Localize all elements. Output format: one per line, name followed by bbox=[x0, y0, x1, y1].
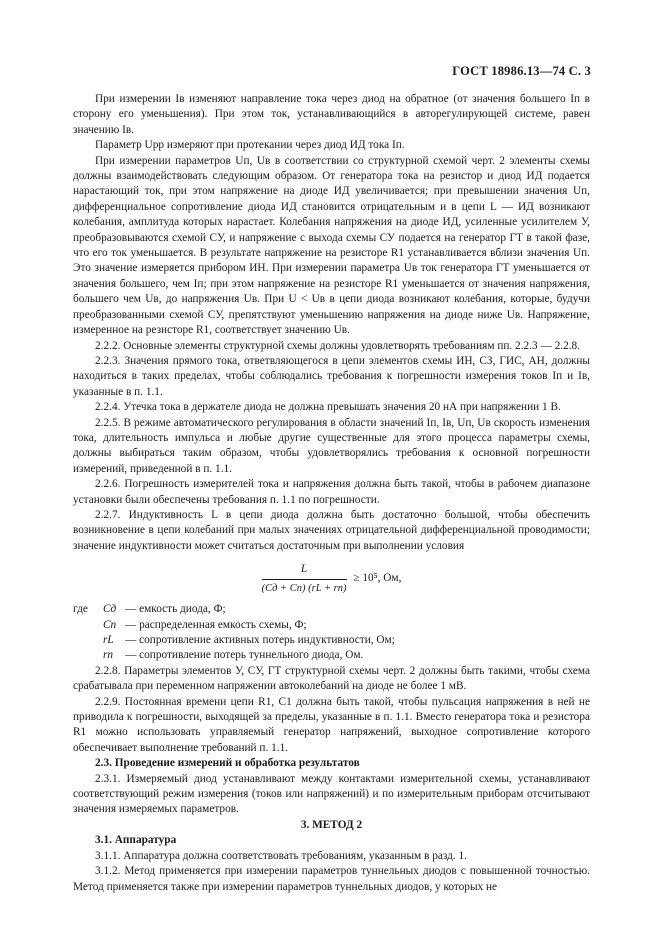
definition-symbol: Cп bbox=[103, 618, 117, 631]
paragraph: При измерении Iв изменяют направление тока через диод на обратное (от значения большего Iп в сторону его уменьшения). При этом ток, устанавливающийся в авторегулирующей системе, равен значению Iв. bbox=[73, 93, 590, 136]
subsection-title: 3.1. Аппаратура bbox=[95, 834, 177, 847]
definition-text: — сопротивление потерь туннельного диода, Ом. bbox=[125, 649, 364, 662]
paragraph: 2.2.6. Погрешность измерителей тока и напряжения должна быть такой, чтобы в рабочем диапазоне установки были обеспечены требования п. 1.1 по погрешности. bbox=[73, 478, 590, 506]
formula-denominator: (Cд + Cп) (rL + rп) bbox=[261, 582, 347, 594]
page-body bbox=[73, 92, 590, 895]
paragraph: 2.2.4. Утечка тока в держателе диода не должна превышать значения 20 нА при напряжении 1 В. bbox=[95, 401, 561, 414]
paragraph: 2.3.1. Измеряемый диод устанавливают между контактами измерительной схемы, устанавливают соответствующий режим измерения (токов или напряжений) и по измерительным приборам отсчитывают значения измеряемых параметров. bbox=[73, 772, 590, 816]
paragraph: 2.2.3. Значения прямого тока, ответвляющегося в цепи элементов схемы ИН, СЗ, ГИС, АН, должны находиться в таких пределах, чтобы соблюдались требования к погрешности измерения токов Iп и Iв, указанные в п. 1.1. bbox=[73, 354, 590, 398]
definition-lead bbox=[73, 648, 103, 663]
formula-numerator: L bbox=[262, 562, 347, 579]
definition-row bbox=[73, 633, 590, 648]
paragraph: 2.2.8. Параметры элементов У, СУ, ГТ структурной схемы черт. 2 должны быть такими, чтобы схема срабатывала при переменном напряжении автоколебаний на диоде не более 1 мВ. bbox=[73, 664, 590, 693]
section-title: 3. МЕТОД 2 bbox=[300, 818, 363, 831]
paragraph: 2.2.5. В режиме автоматического регулирования в области значений Iп, Iв, Uп, Uв скорость изменения тока, длительность импульса и любые другие существенные для этого процесса параметры схемы, должны выбираться таким образом, чтобы удовлетворялись требования к основной погрешности измерений, приведенной в п. 1.1. bbox=[73, 416, 590, 475]
paragraph: 2.2.7. Индуктивность L в цепи диода должна быть достаточно большой, чтобы обеспечить возникновение в цепи колебаний при малых значениях отрицательной дифференциальной проводимости; значение индуктивности может считаться достаточным при выполнении условия bbox=[73, 508, 590, 552]
paragraph: 2.2.9. Постоянная времени цепи R1, C1 должна быть такой, чтобы пульсация напряжения в ней не приводила к погрешности, выходящей за пределы, указанные в п. 1.1. Вместо генератора тока и резистора R1 можно использовать управляемый генератор напряжений, выходное сопротивление которого обеспечивает выполнение требований п. 1.1. bbox=[73, 695, 590, 754]
page-header: ГОСТ 18986.13—74 С. 3 bbox=[452, 64, 591, 78]
definition-text: — емкость диода, Ф; bbox=[125, 603, 226, 616]
definition-lead bbox=[73, 633, 103, 648]
definition-row bbox=[73, 618, 590, 633]
definition-symbol: rL bbox=[103, 634, 114, 646]
definitions-list bbox=[73, 602, 590, 664]
definition-row bbox=[73, 602, 590, 617]
definition-lead bbox=[73, 618, 103, 633]
definition-symbol: rп bbox=[103, 649, 114, 662]
paragraph: При измерении параметров Uп, Uв в соответствии со структурной схемой черт. 2 элементы схемы должны взаимодействовать следующим образом. От генератора тока на резистор и диод ИД подается нарастающий ток, при этом напряжение на диоде ИД увеличивается; при превышении значения Uп, дифференциальное сопротивление диода ИД становится отрицательным и в цепи L — ИД возникают колебания, амплитуда которых нарастает. Колебания напряжения на диоде ИД, усиленные усилителем У, преобразовываются схемой СУ, и напряжение с выхода схемы СУ подается на генератор ГТ в такой фазе, что его ток уменьшается. В результате напряжение на резисторе R1 устанавливается вблизи значения Uп. Это значение измеряется прибором ИН. При измерении параметра Uв ток генератора ГТ уменьшается от значения большего, чем Iп; при этом напряжение на резисторе R1 уменьшается от значения напряжения, большего чем Uв, до напряжения Uв. При U < Uв в цепи диода возникают колебания, которые, будучи преобразованными схемой СУ, препятствуют уменьшению напряжения на диоде ниже Uв. Напряжение, измеренное на резисторе R1, соответствует значению Uв. bbox=[73, 154, 590, 337]
definition-row bbox=[73, 648, 590, 663]
formula-rest: ≥ 10⁵, Ом, bbox=[353, 572, 402, 585]
definition-text: — распределенная емкость схемы, Ф; bbox=[125, 618, 307, 631]
paragraph: 3.1.2. Метод применяется при измерении параметров туннельных диодов с повышенной точностью. Метод применяется также при измерении параметров туннельных диодов, у которых не bbox=[73, 865, 590, 893]
definition-text: — сопротивление активных потерь индуктивности, Ом; bbox=[125, 634, 395, 646]
paragraph: 2.2.2. Основные элементы структурной схемы должны удовлетворять требованиям пп. 2.2.3 — 2.2.8. bbox=[95, 339, 581, 352]
formula-fraction bbox=[262, 562, 347, 596]
inductance-formula bbox=[73, 562, 590, 596]
definition-lead: где bbox=[73, 603, 88, 616]
subsection-title: 2.3. Проведение измерений и обработка результатов bbox=[95, 757, 360, 770]
paragraph: 3.1.1. Аппаратура должна соответствовать требованиям, указанным в разд. 1. bbox=[95, 849, 467, 862]
paragraph: Параметр Uрр измеряют при протекании через диод ИД тока Iп. bbox=[95, 139, 405, 152]
definition-symbol: Cд bbox=[103, 603, 117, 616]
